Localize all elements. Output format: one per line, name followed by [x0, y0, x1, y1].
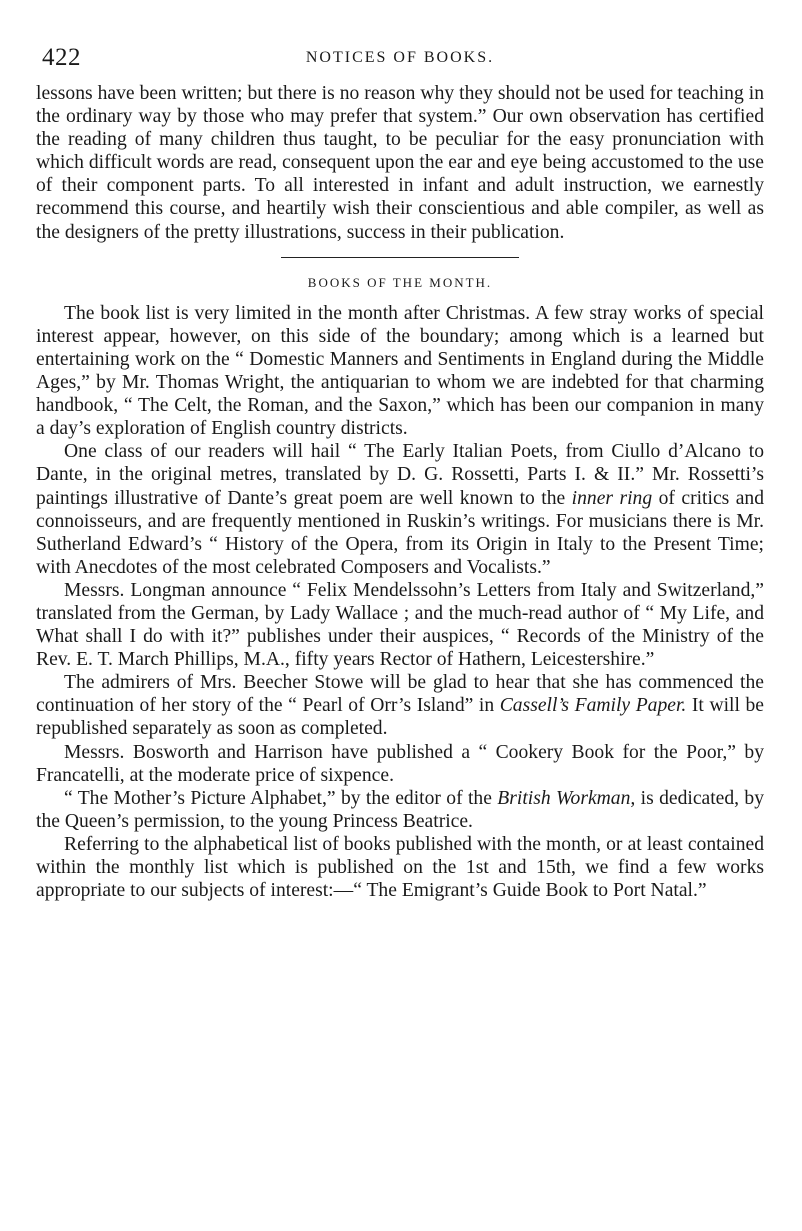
paragraph-1: The book list is very limited in the month after Christmas. A few stray works of special interest appear, however, on this side of the boundary; among which is a learned but entertaining work on the “ Domestic Manners and Sentiments in England during the Middle Ages,” by Mr. Thomas Wright, the antiquarian to whom we are indebted for that charming handbook, “ The Celt, the Roman, and the Saxon,” which has been our companion in many a day’s exploration of English country districts.: [36, 302, 764, 440]
page-header: [36, 44, 764, 82]
section-divider: [281, 257, 519, 258]
paragraph-7: Referring to the alphabetical list of books published with the month, or at least contained within the monthly list which is published on the 1st and 15th, we find a few works appropriate to our subjects of interest:—“ The Emigrant’s Guide Book to Port Natal.”: [36, 833, 764, 902]
paragraph-6-emphasis: British Workman,: [497, 787, 636, 809]
paragraph-4-text-a: The admirers of Mrs. Beecher Stowe will be glad to hear that she has commenced the continuation of her story of the “ Pearl of Orr’s Island” in: [36, 672, 764, 717]
paragraph-2-text-b: of critics and connoisseurs, and are frequently mentioned in Ruskin’s writings. For musicians there is Mr. Sutherland Edward’s “ History of the Opera, from its Origin in Italy to the Present Time; with Anecdotes of the most celebrated Composers and Vocalists.”: [36, 487, 765, 578]
intro-paragraph: lessons have been written; but there is no reason why they should not be used for teaching in the ordinary way by those who may prefer that system.” Our own observation has certified the reading of many children thus taught, to be peculiar for the easy pronunciation with which difficult words are read, consequent upon the ear and eye being accustomed to the use of their component parts. To all interested in infant and adult instruction, we earnestly recommend this course, and heartily wish their conscientious and able compiler, as well as the designers of the pretty illustrations, success in their publication.: [36, 83, 764, 243]
article-body: [36, 82, 764, 902]
page-number: 422: [42, 44, 81, 71]
paragraph-4-text-b: It will be republished separately as soon as completed.: [36, 695, 764, 740]
paragraph-6-text-a: “ The Mother’s Picture Alphabet,” by the editor of the: [64, 787, 498, 809]
paragraph-2-text-a: One class of our readers will hail “ The Early Italian Poets, from Ciullo d’Alcano to Dante, in the original metres, translated by D. G. Rossetti, Parts I. & II.” Mr. Rossetti’s paintings illustrative of Dante’s great poem are well known to the: [36, 441, 764, 509]
page: [36, 44, 764, 902]
paragraph-4-emphasis: Cassell’s Family Paper.: [499, 695, 687, 717]
paragraph-3: Messrs. Longman announce “ Felix Mendelssohn’s Letters from Italy and Switzerland,” translated from the German, by Lady Wallace ; and the much-read author of “ My Life, and What shall I do with it?” publishes under their auspices, “ Records of the Ministry of the Rev. E. T. March Phillips, M.A., fifty years Rector of Hathern, Leicestershire.”: [36, 579, 764, 671]
paragraph-2: [36, 440, 764, 579]
paragraph-2-emphasis: inner ring: [571, 487, 653, 509]
paragraph-6-text-b: is dedicated, by the Queen’s permission, to the young Princess Beatrice.: [36, 787, 765, 832]
paragraph-5: Messrs. Bosworth and Harrison have published a “ Cookery Book for the Poor,” by Francatelli, at the moderate price of sixpence.: [36, 741, 764, 786]
paragraph-6: [36, 787, 764, 833]
paragraph-4: [36, 671, 764, 740]
section-title: BOOKS OF THE MONTH.: [307, 274, 493, 290]
running-title: NOTICES OF BOOKS.: [305, 49, 495, 66]
